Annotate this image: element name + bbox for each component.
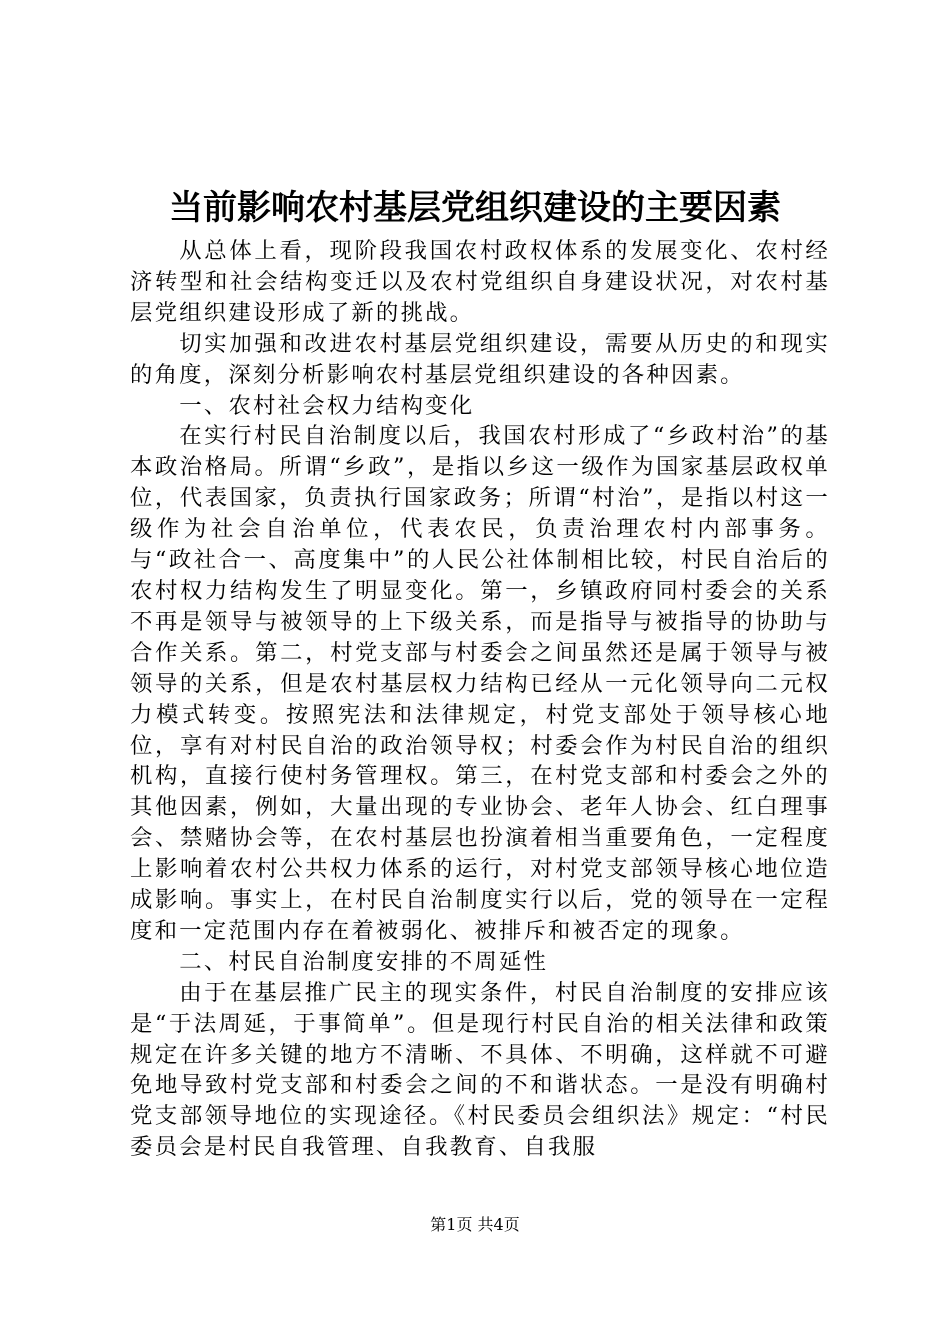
section-1-paragraph: 在实行村民自治制度以后，我国农村形成了“乡政村治”的基本政治格局。所谓“乡政”，是指以乡这一级作为国家基层政权单位，代表国家，负责执行国家政务；所谓“村治”，是指以村这一级作为社会自治单位，代表农民，负责治理农村内部事务。与“政社合一、高度集中”的人民公社体制相比较，村民自治后的农村权力结构发生了明显变化。第一，乡镇政府同村委会的关系不再是领导与被领导的上下级关系，而是指导与被指导的协助与合作关系。第二，村党支部与村委会之间虽然还是属于领导与被领导的关系，但是农村基层权力结构已经从一元化领导向二元权力模式转变。按照宪法和法律规定，村党支部处于领导核心地位，享有对村民自治的政治领导权；村委会作为村民自治的组织机构，直接行使村务管理权。第三，在村党支部和村委会之外的其他因素，例如，大量出现的专业协会、老年人协会、红白理事会、禁赌协会等，在农村基层也扮演着相当重要角色，一定程度上影响着农村公共权力体系的运行，对村党支部领导核心地位造成影响。事实上，在村民自治制度实行以后，党的领导在一定程度和一定范围内存在着被弱化、被排斥和被否定的现象。 [130,423,830,944]
document-title: 当前影响农村基层党组织建设的主要因素 [169,188,781,228]
section-2-paragraph: 由于在基层推广民主的现实条件，村民自治制度的安排应该是“于法周延，于事简单”。但是现行村民自治的相关法律和政策规定在许多关键的地方不清晰、不具体、不明确，这样就不可避免地导致村党支部和村委会之间的不和谐状态。一是没有明确村党支部领导地位的实现途径。《村民委员会组织法》规定：“村民委员会是村民自我管理、自我教育、自我服 [130,979,830,1161]
section-heading-1: 一、农村社会权力结构变化 [179,392,475,419]
intro-paragraph-2: 切实加强和改进农村基层党组织建设，需要从历史的和现实的角度，深刻分析影响农村基层党组织建设的各种因素。 [130,330,830,388]
section-heading-2: 二、村民自治制度安排的不周延性 [179,948,549,975]
intro-paragraph-1: 从总体上看，现阶段我国农村政权体系的发展变化、农村经济转型和社会结构变迁以及农村党组织自身建设状况，对农村基层党组织建设形成了新的挑战。 [130,238,830,326]
page-footer: 第1页 共4页 [430,1215,520,1234]
document-body [130,236,830,1163]
